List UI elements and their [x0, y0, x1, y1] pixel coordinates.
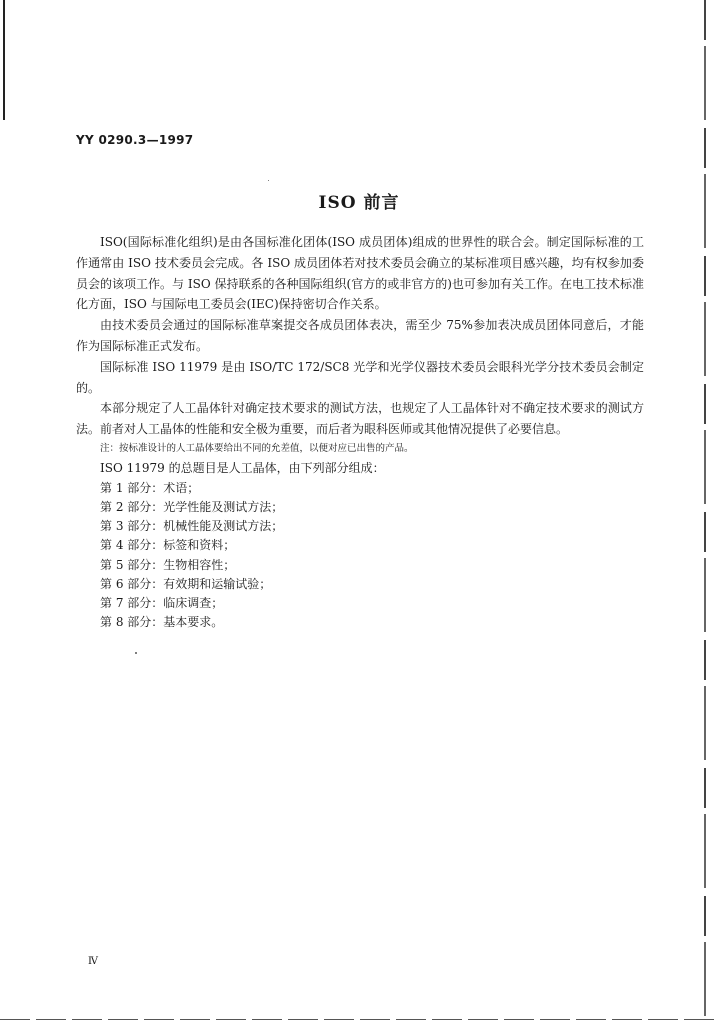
- note-text: 注：按标准设计的人工晶体要给出不同的允差值，以便对应已出售的产品。: [100, 442, 414, 454]
- body-content: [76, 232, 644, 632]
- list-item: 第 7 部分：临床调查；: [100, 595, 224, 610]
- list-item: 第 6 部分：有效期和运输试验；: [100, 576, 272, 591]
- list-item: 第 8 部分：基本要求。: [100, 615, 224, 630]
- list-item: 第 1 部分：术语；: [100, 480, 200, 495]
- page-title: ISO 前言: [318, 193, 400, 213]
- scan-edge-bottom: [0, 1019, 718, 1020]
- list-item: 第 3 部分：机械性能及测试方法；: [100, 519, 284, 534]
- scan-edge-left: [3, 0, 5, 120]
- paragraph-scope: 本部分规定了人工晶体针对确定技术要求的测试方法，也规定了人工晶体针对不确定技术要求的测试方法。前者对人工晶体的性能和安全极为重要，而后者为眼科医师或其他情况提供了必要信息。: [76, 401, 644, 437]
- scan-edge-right: [704, 0, 706, 1024]
- list-item: 第 4 部分：标签和资料；: [100, 538, 236, 553]
- scan-speck: [135, 652, 137, 654]
- page-number: Ⅳ: [88, 956, 98, 967]
- parts-list-intro: ISO 11979 的总题目是人工晶体，由下列部分组成：: [100, 460, 385, 475]
- list-item: 第 5 部分：生物相容性；: [100, 557, 236, 572]
- paragraph-origin: 国际标准 ISO 11979 是由 ISO/TC 172/SC8 光学和光学仪器技术委员会眼科光学分技术委员会制定的。: [76, 359, 644, 395]
- paragraph-voting: 由技术委员会通过的国际标准草案提交各成员团体表决，需至少 75%参加表决成员团体同意后，才能作为国际标准正式发布。: [76, 318, 644, 353]
- paragraph-iso-intro: ISO(国际标准化组织)是由各国标准化团体(ISO 成员团体)组成的世界性的联合会。制定国际标准的工作通常由 ISO 技术委员会完成。各 ISO 成员团体若对技术委员会确立的某标准项目感兴趣，均有权参加委员会的该项工作。与 ISO 保持联系的各种国际组织(官方的或非官方的)也可参加有关工作。在电工技术标准化方面，ISO 与国际电工委员会(IEC)保持密切合作关系。: [76, 235, 644, 312]
- standard-code: YY 0290.3—1997: [76, 133, 194, 147]
- parts-list: [76, 479, 644, 633]
- list-item: 第 2 部分：光学性能及测试方法；: [100, 499, 284, 514]
- scan-speck: [268, 180, 269, 181]
